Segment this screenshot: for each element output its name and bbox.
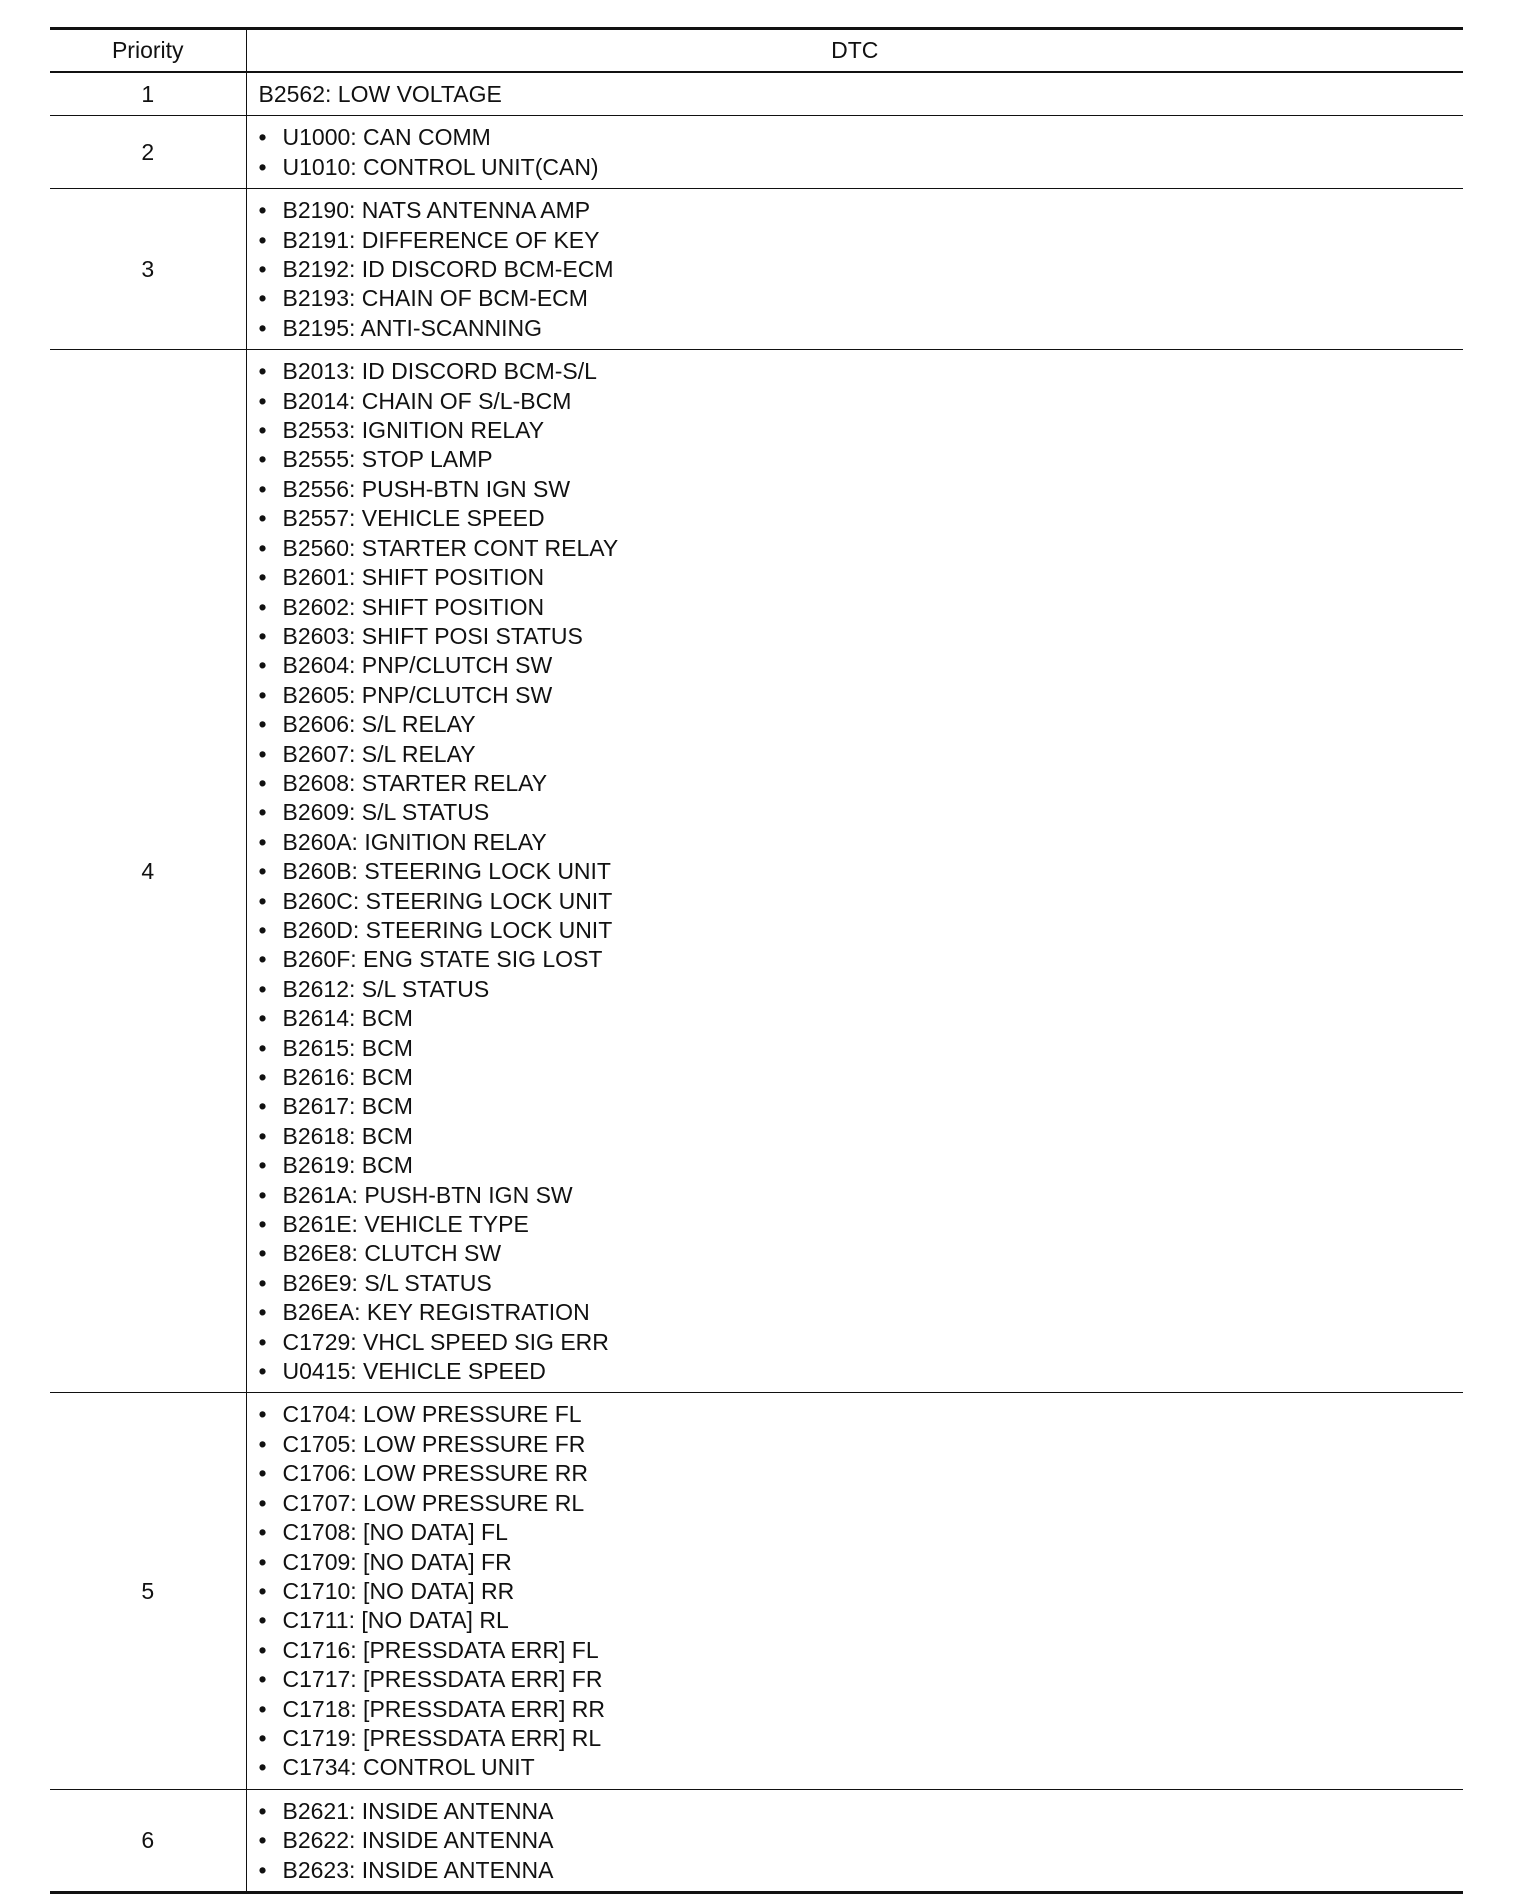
dtc-entry: B26E9: S/L STATUS: [282, 1269, 492, 1296]
table-row: [50, 1789, 1463, 1892]
dtc-entry: B2013: ID DISCORD BCM-S/L: [282, 358, 597, 385]
priority-cell: 1: [50, 72, 246, 116]
dtc-entry: B260F: ENG STATE SIG LOST: [282, 946, 603, 973]
dtc-entry: B2612: S/L STATUS: [282, 975, 490, 1002]
dtc-entry: B2608: STARTER RELAY: [282, 769, 548, 796]
dtc-list: [259, 1400, 1464, 1782]
bullet-icon: •: [258, 285, 267, 312]
list-item: [259, 1665, 1464, 1694]
dtc-entry: B26E8: CLUTCH SW: [282, 1240, 502, 1267]
dtc-entry: C1716: [PRESSDATA ERR] FL: [282, 1636, 599, 1663]
bullet-icon: •: [258, 1064, 267, 1090]
bullet-icon: •: [258, 946, 267, 973]
dtc-entry: B2553: IGNITION RELAY: [282, 417, 545, 444]
bullet-icon: •: [258, 256, 267, 283]
bullet-icon: •: [258, 887, 267, 914]
dtc-entry: C1711: [NO DATA] RL: [282, 1607, 509, 1634]
bullet-icon: •: [258, 124, 267, 151]
bullet-icon: •: [258, 358, 267, 385]
dtc-entry: C1708: [NO DATA] FL: [282, 1519, 508, 1546]
dtc-entry: B2614: BCM: [282, 1005, 413, 1032]
dtc-entry: B2605: PNP/CLUTCH SW: [282, 681, 553, 708]
list-item: [259, 1092, 1464, 1121]
dtc-entry: B2556: PUSH-BTN IGN SW: [282, 475, 571, 502]
table-row: [50, 116, 1463, 189]
list-item: [259, 445, 1464, 474]
list-item: [259, 1577, 1464, 1606]
bullet-icon: •: [258, 1269, 267, 1296]
dtc-list: [259, 196, 1464, 343]
bullet-icon: •: [258, 681, 267, 708]
bullet-icon: •: [258, 858, 267, 885]
dtc-entry: B2557: VEHICLE SPEED: [282, 505, 545, 532]
bullet-icon: •: [258, 1695, 267, 1722]
list-item: [259, 1724, 1464, 1753]
list-item: [259, 153, 1464, 182]
list-item: [259, 226, 1464, 255]
list-item: [259, 887, 1464, 916]
dtc-cell: [246, 350, 1463, 1393]
dtc-entry: B2607: S/L RELAY: [282, 740, 476, 767]
dtc-entry: B260A: IGNITION RELAY: [282, 828, 547, 855]
list-item: [259, 1606, 1464, 1635]
dtc-entry: B2609: S/L STATUS: [282, 799, 490, 826]
list-item: [259, 593, 1464, 622]
list-item: [259, 1430, 1464, 1459]
bullet-icon: •: [258, 828, 267, 855]
bullet-icon: •: [258, 1401, 267, 1428]
table-body: [50, 72, 1463, 1892]
list-item: [259, 916, 1464, 945]
dtc-cell: [246, 189, 1463, 350]
bullet-icon: •: [258, 975, 267, 1002]
table-row: [50, 350, 1463, 1393]
bullet-icon: •: [258, 475, 267, 502]
table-row: [50, 1393, 1463, 1789]
list-item: [259, 196, 1464, 225]
bullet-icon: •: [258, 1666, 267, 1693]
bullet-icon: •: [258, 1489, 267, 1516]
bullet-icon: •: [258, 1577, 267, 1604]
bullet-icon: •: [258, 1856, 267, 1883]
bullet-icon: •: [258, 740, 267, 767]
dtc-entry: B2560: STARTER CONT RELAY: [282, 534, 619, 561]
bullet-icon: •: [258, 446, 267, 473]
list-item: [259, 255, 1464, 284]
bullet-icon: •: [258, 226, 267, 253]
dtc-entry: U1000: CAN COMM: [282, 124, 491, 151]
dtc-entry: B2604: PNP/CLUTCH SW: [282, 652, 553, 679]
list-item: [259, 1122, 1464, 1151]
dtc-list: [259, 357, 1464, 1386]
bullet-icon: •: [258, 799, 267, 826]
list-item: [259, 314, 1464, 343]
dtc-entry: B2192: ID DISCORD BCM-ECM: [282, 256, 614, 283]
list-item: [259, 1298, 1464, 1327]
dtc-entry: C1707: LOW PRESSURE RL: [282, 1489, 585, 1516]
bullet-icon: •: [258, 1093, 267, 1120]
dtc-entry: B2615: BCM: [282, 1034, 413, 1061]
bullet-icon: •: [258, 1754, 267, 1781]
priority-cell: 6: [50, 1789, 246, 1892]
bullet-icon: •: [258, 769, 267, 796]
dtc-cell: [246, 1393, 1463, 1789]
bullet-icon: •: [258, 505, 267, 532]
list-item: [259, 504, 1464, 533]
dtc-entry: C1719: [PRESSDATA ERR] RL: [282, 1724, 602, 1751]
list-item: [259, 681, 1464, 710]
list-item: [259, 740, 1464, 769]
bullet-icon: •: [258, 1211, 267, 1238]
bullet-icon: •: [258, 197, 267, 224]
list-item: [259, 1063, 1464, 1092]
list-item: [259, 945, 1464, 974]
priority-cell: 2: [50, 116, 246, 189]
list-item: [259, 1004, 1464, 1033]
bullet-icon: •: [258, 1636, 267, 1663]
bullet-icon: •: [258, 1122, 267, 1149]
dtc-entry: C1705: LOW PRESSURE FR: [282, 1430, 586, 1457]
bullet-icon: •: [258, 1034, 267, 1061]
dtc-entry: C1734: CONTROL UNIT: [282, 1754, 535, 1781]
dtc-entry: C1729: VHCL SPEED SIG ERR: [282, 1328, 609, 1355]
dtc-entry: C1710: [NO DATA] RR: [282, 1577, 515, 1604]
dtc-entry: U0415: VEHICLE SPEED: [282, 1358, 546, 1385]
dtc-entry: B2606: S/L RELAY: [282, 711, 476, 738]
dtc-entry: B261A: PUSH-BTN IGN SW: [282, 1181, 573, 1208]
dtc-entry: B2616: BCM: [282, 1064, 413, 1090]
dtc-entry: C1704: LOW PRESSURE FL: [282, 1401, 582, 1428]
dtc-list: [259, 1797, 1464, 1885]
priority-cell: 5: [50, 1393, 246, 1789]
dtc-entry: B260B: STEERING LOCK UNIT: [282, 858, 611, 885]
dtc-entry: B260C: STEERING LOCK UNIT: [282, 887, 613, 914]
dtc-entry: B2623: INSIDE ANTENNA: [282, 1856, 554, 1883]
bullet-icon: •: [258, 564, 267, 591]
list-item: [259, 1034, 1464, 1063]
list-item: [259, 1210, 1464, 1239]
table-header-row: [50, 29, 1463, 73]
bullet-icon: •: [258, 1519, 267, 1546]
bullet-icon: •: [258, 153, 267, 180]
list-item: [259, 710, 1464, 739]
dtc-entry: B2603: SHIFT POSI STATUS: [282, 622, 583, 649]
list-item: [259, 416, 1464, 445]
list-item: [259, 387, 1464, 416]
dtc-entry: C1718: [PRESSDATA ERR] RR: [282, 1695, 606, 1722]
bullet-icon: •: [258, 314, 267, 341]
dtc-entry: C1706: LOW PRESSURE RR: [282, 1460, 588, 1487]
dtc-priority-table: [50, 27, 1463, 1894]
dtc-entry: B2621: INSIDE ANTENNA: [282, 1797, 554, 1824]
dtc-cell: [246, 116, 1463, 189]
list-item: [259, 1269, 1464, 1298]
dtc-entry: B2014: CHAIN OF S/L-BCM: [282, 387, 572, 414]
bullet-icon: •: [258, 711, 267, 738]
dtc-entry: B2617: BCM: [282, 1093, 413, 1120]
bullet-icon: •: [258, 622, 267, 649]
list-item: [259, 1459, 1464, 1488]
list-item: [259, 1548, 1464, 1577]
bullet-icon: •: [258, 1548, 267, 1575]
bullet-icon: •: [258, 1240, 267, 1267]
list-item: [259, 475, 1464, 504]
bullet-icon: •: [258, 593, 267, 620]
dtc-entry: B2195: ANTI-SCANNING: [282, 314, 542, 341]
list-item: [259, 1489, 1464, 1518]
list-item: [259, 1753, 1464, 1782]
dtc-entry: B2562: LOW VOLTAGE: [258, 81, 502, 107]
list-item: [259, 1518, 1464, 1547]
dtc-entry: B2193: CHAIN OF BCM-ECM: [282, 285, 588, 312]
bullet-icon: •: [258, 1430, 267, 1457]
bullet-icon: •: [258, 1358, 267, 1385]
list-item: [259, 1695, 1464, 1724]
dtc-entry: B2622: INSIDE ANTENNA: [282, 1827, 554, 1854]
list-item: [259, 651, 1464, 680]
bullet-icon: •: [258, 387, 267, 414]
dtc-entry: B26EA: KEY REGISTRATION: [282, 1299, 590, 1326]
bullet-icon: •: [258, 417, 267, 444]
table-row: [50, 189, 1463, 350]
dtc-entry: B2601: SHIFT POSITION: [282, 564, 545, 591]
bullet-icon: •: [258, 1724, 267, 1751]
dtc-cell: [246, 72, 1463, 116]
bullet-icon: •: [258, 1827, 267, 1854]
list-item: [259, 857, 1464, 886]
dtc-entry: B2618: BCM: [282, 1122, 413, 1149]
bullet-icon: •: [258, 1152, 267, 1179]
list-item: [259, 975, 1464, 1004]
dtc-cell: [246, 1789, 1463, 1892]
priority-column-header: Priority: [50, 29, 246, 73]
bullet-icon: •: [258, 916, 267, 943]
dtc-entry: B260D: STEERING LOCK UNIT: [282, 916, 613, 943]
bullet-icon: •: [258, 652, 267, 679]
dtc-entry: B2555: STOP LAMP: [282, 446, 493, 473]
list-item: [259, 123, 1464, 152]
list-item: [259, 1400, 1464, 1429]
list-item: [259, 1826, 1464, 1855]
list-item: [259, 769, 1464, 798]
list-item: [259, 1856, 1464, 1885]
bullet-icon: •: [258, 1797, 267, 1824]
list-item: [259, 1636, 1464, 1665]
list-item: [259, 828, 1464, 857]
table-row: [50, 72, 1463, 116]
bullet-icon: •: [258, 1607, 267, 1634]
list-item: [259, 1357, 1464, 1386]
list-item: [259, 1239, 1464, 1268]
list-item: [259, 534, 1464, 563]
bullet-icon: •: [258, 1328, 267, 1355]
dtc-entry: B261E: VEHICLE TYPE: [282, 1211, 529, 1238]
priority-cell: 4: [50, 350, 246, 1393]
list-item: [259, 284, 1464, 313]
dtc-entry: B2190: NATS ANTENNA AMP: [282, 197, 591, 224]
bullet-icon: •: [258, 1460, 267, 1487]
dtc-entry: U1010: CONTROL UNIT(CAN): [282, 153, 599, 180]
list-item: [259, 1797, 1464, 1826]
dtc-column-header: DTC: [246, 29, 1463, 73]
dtc-list: [259, 123, 1464, 182]
dtc-entry: B2191: DIFFERENCE OF KEY: [282, 226, 600, 253]
dtc-entry: C1717: [PRESSDATA ERR] FR: [282, 1666, 603, 1693]
list-item: [259, 357, 1464, 386]
priority-cell: 3: [50, 189, 246, 350]
list-item: [259, 798, 1464, 827]
bullet-icon: •: [258, 1299, 267, 1326]
list-item: [259, 1328, 1464, 1357]
list-item: [259, 1181, 1464, 1210]
dtc-entry: B2602: SHIFT POSITION: [282, 593, 545, 620]
bullet-icon: •: [258, 534, 267, 561]
list-item: [259, 622, 1464, 651]
bullet-icon: •: [258, 1181, 267, 1208]
list-item: [259, 563, 1464, 592]
bullet-icon: •: [258, 1005, 267, 1032]
dtc-entry: B2619: BCM: [282, 1152, 413, 1179]
list-item: [259, 1151, 1464, 1180]
dtc-entry: C1709: [NO DATA] FR: [282, 1548, 512, 1575]
